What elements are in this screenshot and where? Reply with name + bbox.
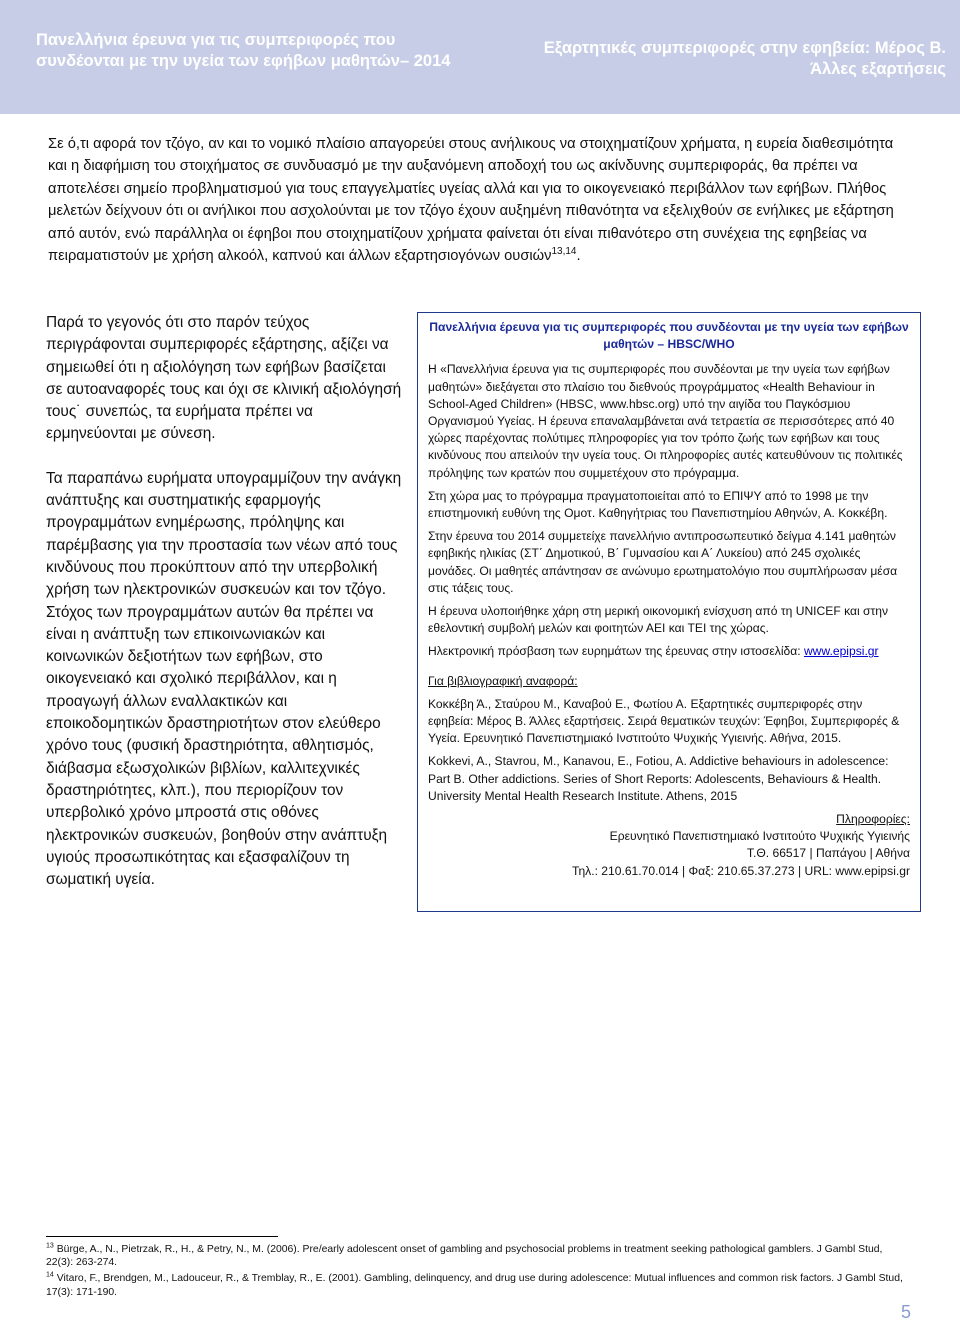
left-paragraph-2: Τα παραπάνω ευρήματα υπογραμμίζουν την ανάγκη ανάπτυξης και συστηματικής εφαρμογής προγραμμάτων ενημέρωσης, πρόληψης και παρέμβασης για την προστασία των νέων από τους κινδύνους που προκύπτουν από την υπερβολική χρήση των ηλεκτρονικών συσκευών και τον τζόγο. Στόχος των προγραμμάτων αυτών θα πρέπει να είναι η ανάπτυξη των επικοινωνιακών και κοινωνικών δεξιοτήτων των εφήβων, στο οικογενειακό και σχολικό περιβάλλον, και η προαγωγή άλλων εναλλακτικών και εποικοδομητικών δραστηριοτήτων στον ελεύθερο χρόνο τους (φυσική δραστηριότητα, αθλητισμός, διάβασμα εξωσχολικών βιβλίων, καλλιτεχνικές δραστηριότητες, κλπ.), που περιορίζουν τον υπερβολικό χρόνο μπροστά στις οθόνες ηλεκτρονικών συσκευών, βοηθούν στην ανάπτυξη υγιούς προσωπικότητας και εξασφαλίζουν τη σωματική υγεία. [46, 469, 402, 889]
citation-greek: Κοκκέβη Ά., Σταύρου Μ., Καναβού Ε., Φωτίου Α. Εξαρτητικές συμπεριφορές στην εφηβεία: Μέρος Β. Άλλες εξαρτήσεις. Σειρά θεματικών τευχών: Έφηβοι, Συμπεριφορές & Υγεία. Ερευνητικό Πανεπιστημιακό Ινστιτούτο Ψυχικής Υγιεινής. Αθήνα, 2015. [428, 696, 900, 746]
footnote-14-number: 14 [46, 1271, 54, 1279]
page-number: 5 [901, 1302, 912, 1322]
box-paragraph-3: Στην έρευνα του 2014 συμμετείχε πανελλήνιο αντιπροσωπευτικό δείγμα 4.141 μαθητών εφηβικής ηλικίας (ΣΤ΄ Δημοτικού, Β΄ Γυμνασίου και Α΄ Λυκείου) από 245 σχολικές μονάδες. Οι μαθητές απάντησαν σε ανώνυμο ερωτηματολόγιο που συμπλήρωσαν μέσα στις τάξεις τους. [428, 529, 898, 595]
box-paragraph-2: Στη χώρα μας το πρόγραμμα πραγματοποιείται από το ΕΠΙΨΥ από το 1998 με την επιστημονική ευθύνη της Ομοτ. Καθηγήτριας του Πανεπιστημίου Αθηνών, Α. Κοκκέβη. [428, 488, 888, 521]
left-column [46, 312, 406, 913]
citation-english: Kokkevi, A., Stavrou, M., Kanavou, E., Fotiou, A. Addictive behaviours in adolescence: Part B. Other addictions. Series of Short Reports: Adolescents, Behaviours & Health. University Mental Health Research Institute. Athens, 2015 [428, 754, 889, 803]
header-report-title: Εξαρτητικές συμπεριφορές στην εφηβεία: Μέρος Β. Άλλες εξαρτήσεις [543, 39, 946, 78]
survey-info-box [417, 312, 921, 912]
intro-end: . [576, 248, 581, 265]
footnote-13 [46, 1243, 912, 1269]
footnote-14-text: Vitaro, F., Brendgen, M., Ladouceur, R., & Tremblay, R., E. (2001). Gambling, delinquency, and drug use during adolescence: Mutual influences and common risk factors. J Gambl Stud, 17(3): 171-190. [46, 1273, 903, 1298]
footnotes [46, 1243, 912, 1302]
online-access-text: Ηλεκτρονική πρόσβαση των ευρημάτων της έρευνας στην ιστοσελίδα: [428, 644, 804, 659]
intro-paragraph [48, 133, 916, 267]
footnote-14 [46, 1272, 912, 1298]
epipsi-link[interactable]: www.epipsi.gr [803, 644, 879, 659]
footnote-divider [46, 1236, 278, 1237]
citation-heading: Για βιβλιογραφική αναφορά: [428, 673, 578, 688]
intro-text: Σε ό,τι αφορά τον τζόγο, αν και το νομικό πλαίσιο απαγορεύει στους ανήλικους να στοιχηματίζουν χρήματα, η ευρεία διαθεσιμότητα και η διαφήμιση του στοιχήματος σε συνδυασμό με την αυξανόμενη αποδοχή του ως ακίνδυνης συμπεριφοράς, θα πρέπει να αποτελέσει σημείο προβληματισμού για τους επαγγελματίες υγείας αλλά και για το οικογενειακό περιβάλλον των εφήβων. Πλήθος μελετών δείχνουν ότι οι ανήλικοι που ασχολούνται με τον τζόγο έχουν αυξημένη πιθανότητα να εξελιχθούν σε ενήλικες με εξάρτηση από αυτόν, ενώ παράλληλα οι έφηβοι που στοιχηματίζουν χρήματα φαίνεται ότι είναι πιθανότερο στη συνέχεια της εφηβείας να πειραματιστούν με χρήση αλκοόλ, καπνού και άλλων εξαρτησιογόνων ουσιών [48, 136, 894, 265]
box-paragraph-1: Η «Πανελλήνια έρευνα για τις συμπεριφορές που συνδέονται με την υγεία των εφήβων μαθητών» διεξάγεται στο πλαίσιο του διεθνούς προγράμματος «Health Behaviour in School-Aged Children» (HBSC, www.hbsc.org) υπό την αιγίδα του Παγκόσμιου Οργανισμού Υγείας. Η έρευνα επαναλαμβάνεται ανά τετραετία σε περισσότερες από 40 χώρες παρέχοντας πολύτιμες πληροφορίες για τον τρόπο ζωής των εφήβων και τους κινδύνους που απειλούν την υγεία τους. Οι πληροφορίες αυτές κατευθύνουν τις πολιτικές πρόληψης των κρατών που συμμετέχουν στο πρόγραμμα. [428, 362, 903, 480]
box-title: Πανελλήνια έρευνα για τις συμπεριφορές που συνδέονται με την υγεία των εφήβων μαθητών – HBSC/WHO [429, 320, 909, 352]
footnote-ref-13-14: 13,14 [551, 246, 577, 258]
footnote-13-number: 13 [46, 1242, 54, 1250]
info-organization: Ερευνητικό Πανεπιστημιακό Ινστιτούτο Ψυχικής Υγιεινής [609, 829, 910, 844]
footnote-13-text: Bürge, A., N., Pietrzak, R., H., & Petry, N., M. (2006). Pre/early adolescent onset of gambling and psychosocial problems in treatment seeking pathological gamblers. J Gambl Stud, 22(3): 263-274. [46, 1244, 883, 1269]
left-paragraph-1: Παρά το γεγονός ότι στο παρόν τεύχος περιγράφονται συμπεριφορές εξάρτησης, αξίζει να σημειωθεί ότι η αξιολόγηση των εφήβων βασίζεται σε αυτοαναφορές τους και όχι σε κλινική αξιολόγησή τους˙ συνεπώς, τα ευρήματα πρέπει να ερμηνεύονται με σύνεση. [46, 314, 402, 443]
info-contact: Τηλ.: 210.61.70.014 | Φαξ: 210.65.37.273 | URL: www.epipsi.gr [571, 863, 910, 878]
page-header [0, 0, 960, 114]
info-address: Τ.Θ. 66517 | Παπάγου | Αθήνα [746, 846, 910, 861]
box-paragraph-4: Η έρευνα υλοποιήθηκε χάρη στη μερική οικονομική ενίσχυση από τη UNICEF και στην εθελοντική συμβολή μελών και φοιτητών ΑΕΙ και ΤΕΙ της χώρας. [428, 604, 889, 636]
box-paragraph-5 [428, 643, 910, 660]
header-survey-title: Πανελλήνια έρευνα για τις συμπεριφορές που συνδέονται με την υγεία των εφήβων μαθητών– 2014 [36, 31, 451, 70]
info-heading: Πληροφορίες: [836, 812, 910, 827]
